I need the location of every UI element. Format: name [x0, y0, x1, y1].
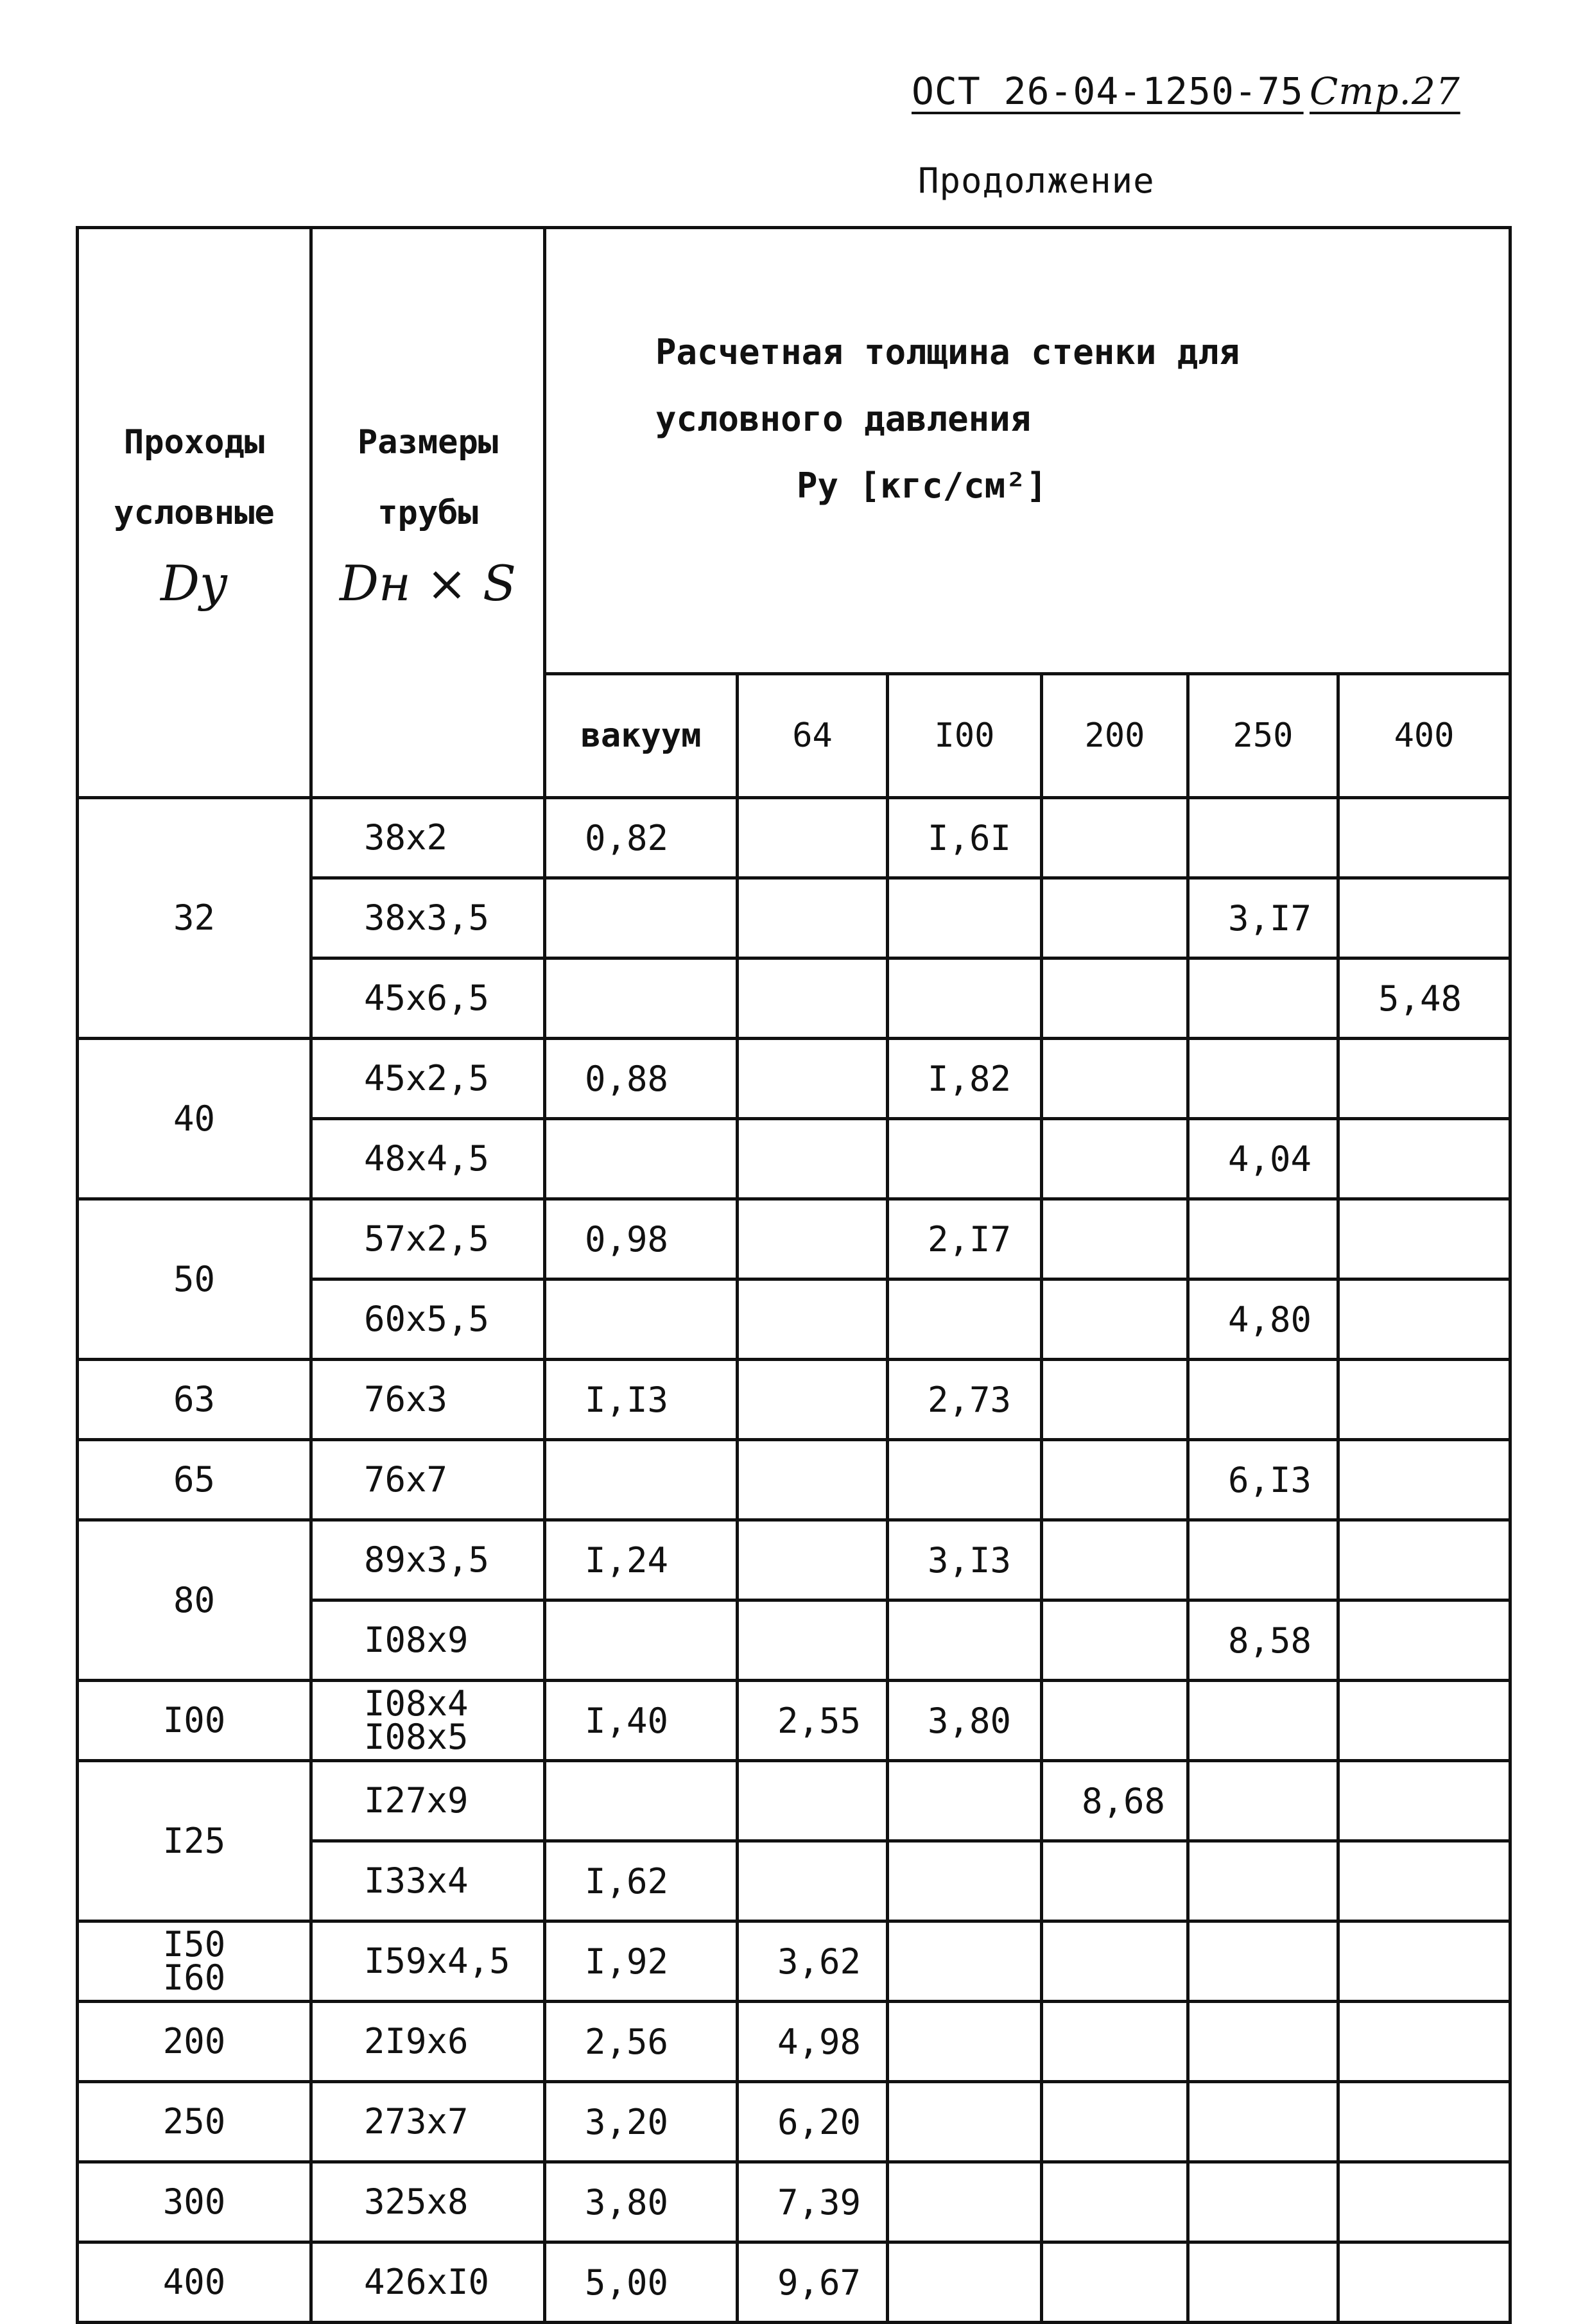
nominal-diameter-cell: 200: [78, 2002, 311, 2082]
thickness-value-cell: [888, 1921, 1042, 2002]
page-number: Стр.27: [1310, 69, 1460, 113]
nominal-diameter-cell: 400: [78, 2242, 311, 2323]
pressure-column-header: 250: [1188, 674, 1338, 798]
thickness-value-cell: [1188, 958, 1338, 1039]
wall-thickness-table: [76, 226, 1512, 2324]
table-row: [78, 1440, 1510, 1520]
thickness-value-cell: [1188, 1681, 1338, 1761]
thickness-value-cell: I,6I: [888, 798, 1042, 878]
thickness-value-cell: [888, 958, 1042, 1039]
thickness-value-cell: [1188, 1360, 1338, 1440]
thickness-value-cell: [888, 878, 1042, 958]
thickness-value-cell: [1338, 1119, 1510, 1199]
pipe-size-cell: I08x4 I08x5: [311, 1681, 545, 1761]
table-row: [78, 1520, 1510, 1600]
thickness-value-cell: [1338, 1440, 1510, 1520]
thickness-value-cell: I,I3: [545, 1360, 738, 1440]
thickness-value-cell: 5,48: [1338, 958, 1510, 1039]
thickness-value-cell: [1338, 878, 1510, 958]
thickness-value-cell: 3,80: [888, 1681, 1042, 1761]
table-row: [78, 2242, 1510, 2323]
thickness-value-cell: [1188, 2242, 1338, 2323]
thickness-value-cell: 7,39: [738, 2162, 888, 2242]
nominal-diameter-cell: 50: [78, 1199, 311, 1360]
thickness-value-cell: [1338, 2002, 1510, 2082]
nominal-diameter-cell: 300: [78, 2162, 311, 2242]
thickness-value-cell: 9,67: [738, 2242, 888, 2323]
thickness-value-cell: [738, 1841, 888, 1921]
pipe-size-cell: I33x4: [311, 1841, 545, 1921]
table-row: [78, 2162, 1510, 2242]
thickness-value-cell: [1338, 2242, 1510, 2323]
thickness-value-cell: 6,I3: [1188, 1440, 1338, 1520]
pipe-size-cell: 426xI0: [311, 2242, 545, 2323]
table-row: [78, 1921, 1510, 2002]
nominal-diameter-cell: I25: [78, 1761, 311, 1921]
thickness-value-cell: [1188, 1039, 1338, 1119]
thickness-value-cell: [1042, 1279, 1188, 1360]
thickness-value-cell: [1188, 2002, 1338, 2082]
pipe-size-cell: 60x5,5: [311, 1279, 545, 1360]
pipe-size-cell: 76x3: [311, 1360, 545, 1440]
nominal-diameter-cell: I50 I60: [78, 1921, 311, 2002]
thickness-value-cell: [888, 2162, 1042, 2242]
pipe-size-cell: I27x9: [311, 1761, 545, 1841]
thickness-value-cell: 4,98: [738, 2002, 888, 2082]
thickness-value-cell: [1042, 2242, 1188, 2323]
thickness-value-cell: 5,00: [545, 2242, 738, 2323]
thickness-value-cell: 8,68: [1042, 1761, 1188, 1841]
thickness-value-cell: [1338, 1841, 1510, 1921]
thickness-value-cell: [1042, 1600, 1188, 1681]
thickness-value-cell: [1338, 1199, 1510, 1279]
thickness-value-cell: [545, 1761, 738, 1841]
thickness-value-cell: [1042, 958, 1188, 1039]
thickness-value-cell: [1042, 798, 1188, 878]
thickness-value-cell: 3,80: [545, 2162, 738, 2242]
thickness-value-cell: [1188, 1199, 1338, 1279]
thickness-value-cell: [545, 1440, 738, 1520]
thickness-value-cell: 3,62: [738, 1921, 888, 2002]
pressure-column-header: 200: [1042, 674, 1188, 798]
thickness-value-cell: I,40: [545, 1681, 738, 1761]
table-row: [78, 2082, 1510, 2162]
thickness-value-cell: [1338, 1761, 1510, 1841]
thickness-value-cell: 0,82: [545, 798, 738, 878]
thickness-value-cell: I,62: [545, 1841, 738, 1921]
thickness-value-cell: [738, 878, 888, 958]
thickness-value-cell: I,82: [888, 1039, 1042, 1119]
nominal-diameter-cell: 63: [78, 1360, 311, 1440]
thickness-value-cell: 2,I7: [888, 1199, 1042, 1279]
thickness-value-cell: [738, 958, 888, 1039]
pressure-column-header: 400: [1338, 674, 1510, 798]
thickness-value-cell: [545, 878, 738, 958]
thickness-value-cell: [545, 1600, 738, 1681]
thickness-value-cell: 2,55: [738, 1681, 888, 1761]
thickness-value-cell: [738, 1520, 888, 1600]
thickness-value-cell: [1188, 1841, 1338, 1921]
thickness-value-cell: [1042, 1440, 1188, 1520]
thickness-value-cell: [1338, 1600, 1510, 1681]
thickness-value-cell: 2,56: [545, 2002, 738, 2082]
thickness-value-cell: [1188, 1520, 1338, 1600]
thickness-value-cell: [888, 2242, 1042, 2323]
thickness-value-cell: 8,58: [1188, 1600, 1338, 1681]
thickness-value-cell: [1338, 2162, 1510, 2242]
thickness-value-cell: [888, 1440, 1042, 1520]
pipe-size-cell: 48x4,5: [311, 1119, 545, 1199]
pipe-size-cell: 89x3,5: [311, 1520, 545, 1600]
pressure-column-header: I00: [888, 674, 1042, 798]
thickness-value-cell: [1338, 798, 1510, 878]
pipe-size-cell: 57x2,5: [311, 1199, 545, 1279]
thickness-value-cell: 3,I7: [1188, 878, 1338, 958]
thickness-value-cell: [1042, 1119, 1188, 1199]
thickness-value-cell: 6,20: [738, 2082, 888, 2162]
pipe-size-cell: 45x2,5: [311, 1039, 545, 1119]
pressure-column-header: вакуум: [545, 674, 738, 798]
thickness-value-cell: [1338, 1279, 1510, 1360]
thickness-value-cell: 3,20: [545, 2082, 738, 2162]
thickness-value-cell: [888, 1761, 1042, 1841]
thickness-value-cell: [738, 1119, 888, 1199]
thickness-value-cell: 4,80: [1188, 1279, 1338, 1360]
thickness-value-cell: 0,88: [545, 1039, 738, 1119]
thickness-value-cell: [1042, 2162, 1188, 2242]
thickness-value-cell: [888, 1841, 1042, 1921]
pressure-column-header: 64: [738, 674, 888, 798]
table-row: [78, 798, 1510, 878]
thickness-value-cell: [545, 1279, 738, 1360]
thickness-value-cell: 2,73: [888, 1360, 1042, 1440]
thickness-value-cell: [545, 1119, 738, 1199]
thickness-value-cell: 4,04: [1188, 1119, 1338, 1199]
thickness-value-cell: [1338, 1921, 1510, 2002]
continuation-label: Продолжение: [918, 160, 1155, 201]
document-id: ОСТ 26-04-1250-75: [912, 69, 1304, 113]
pipe-size-cell: 45x6,5: [311, 958, 545, 1039]
thickness-value-cell: [1042, 1199, 1188, 1279]
thickness-value-cell: [1188, 2082, 1338, 2162]
thickness-value-cell: [1188, 2162, 1338, 2242]
thickness-value-cell: [738, 1360, 888, 1440]
thickness-value-cell: [1042, 1039, 1188, 1119]
thickness-value-cell: [1042, 1681, 1188, 1761]
nominal-diameter-cell: 40: [78, 1039, 311, 1199]
table-row: [78, 1761, 1510, 1841]
thickness-value-cell: [1042, 1360, 1188, 1440]
thickness-value-cell: [1042, 1841, 1188, 1921]
thickness-value-cell: [1338, 1681, 1510, 1761]
thickness-value-cell: [545, 958, 738, 1039]
thickness-value-cell: [1338, 1039, 1510, 1119]
header-pipe-size: Размеры трубы Dн × S: [311, 228, 545, 798]
thickness-value-cell: [1042, 1921, 1188, 2002]
thickness-value-cell: [738, 1440, 888, 1520]
thickness-value-cell: [888, 1279, 1042, 1360]
thickness-value-cell: [888, 1119, 1042, 1199]
nominal-diameter-cell: 250: [78, 2082, 311, 2162]
table-row: [78, 1199, 1510, 1279]
pipe-size-cell: 2I9x6: [311, 2002, 545, 2082]
pipe-size-cell: 38x3,5: [311, 878, 545, 958]
header-wall-thickness: Расчетная толщина стенки для условного давления Pу [кгс/см²]: [545, 228, 1510, 674]
thickness-value-cell: 0,98: [545, 1199, 738, 1279]
thickness-value-cell: [1188, 798, 1338, 878]
thickness-value-cell: I,24: [545, 1520, 738, 1600]
thickness-value-cell: [738, 1279, 888, 1360]
thickness-value-cell: [1188, 1761, 1338, 1841]
table-row: [78, 1681, 1510, 1761]
pipe-size-cell: 76x7: [311, 1440, 545, 1520]
thickness-value-cell: [1042, 878, 1188, 958]
header-nominal-passage: Проходы условные Dу: [78, 228, 311, 798]
thickness-value-cell: [738, 1039, 888, 1119]
thickness-value-cell: [738, 1600, 888, 1681]
thickness-value-cell: [738, 1761, 888, 1841]
pipe-size-cell: 38x2: [311, 798, 545, 878]
table-row: [78, 2002, 1510, 2082]
table-row: [78, 1360, 1510, 1440]
thickness-value-cell: [1188, 1921, 1338, 2002]
thickness-value-cell: [888, 1600, 1042, 1681]
pipe-size-cell: 325x8: [311, 2162, 545, 2242]
pipe-size-cell: 273x7: [311, 2082, 545, 2162]
thickness-value-cell: [1042, 1520, 1188, 1600]
nominal-diameter-cell: 80: [78, 1520, 311, 1681]
nominal-diameter-cell: 32: [78, 798, 311, 1039]
thickness-value-cell: I,92: [545, 1921, 738, 2002]
thickness-value-cell: 3,I3: [888, 1520, 1042, 1600]
thickness-value-cell: [1042, 2002, 1188, 2082]
pipe-size-cell: I59x4,5: [311, 1921, 545, 2002]
thickness-value-cell: [1042, 2082, 1188, 2162]
nominal-diameter-cell: I00: [78, 1681, 311, 1761]
nominal-diameter-cell: 65: [78, 1440, 311, 1520]
thickness-value-cell: [1338, 1520, 1510, 1600]
pipe-size-cell: I08x9: [311, 1600, 545, 1681]
thickness-value-cell: [888, 2002, 1042, 2082]
thickness-value-cell: [1338, 1360, 1510, 1440]
thickness-value-cell: [1338, 2082, 1510, 2162]
thickness-value-cell: [738, 1199, 888, 1279]
thickness-value-cell: [738, 798, 888, 878]
thickness-value-cell: [888, 2082, 1042, 2162]
table-row: [78, 1039, 1510, 1119]
